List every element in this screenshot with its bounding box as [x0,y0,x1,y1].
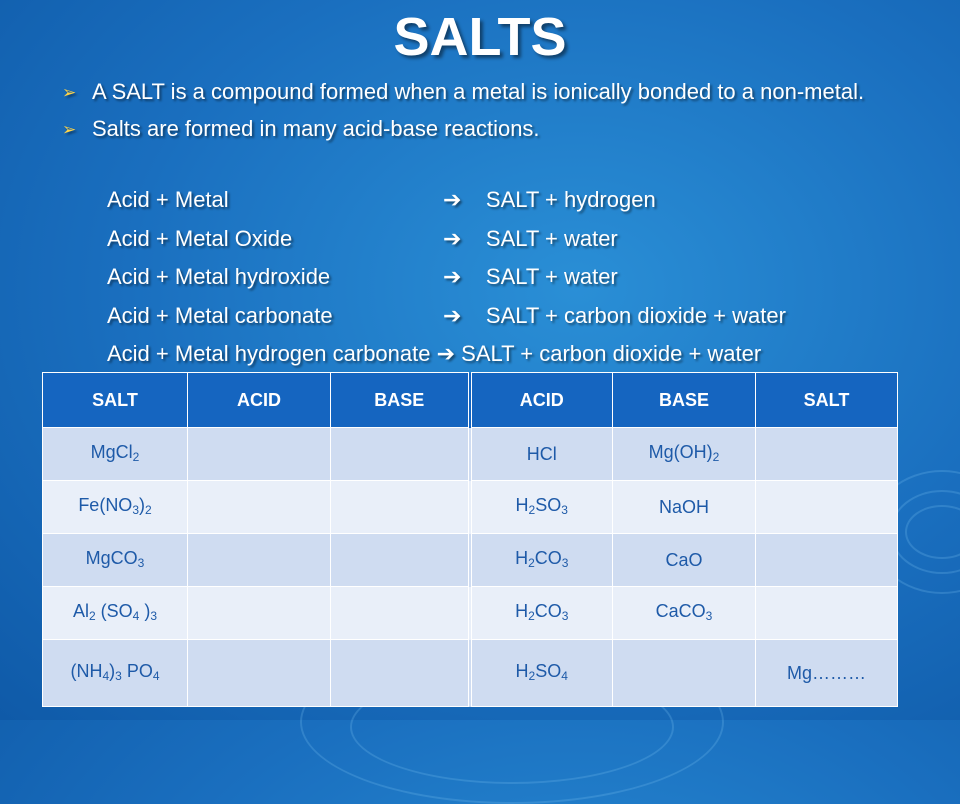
column-header-base: BASE [613,373,756,428]
reaction-line [107,340,937,368]
table-cell-base: CaO [613,534,756,587]
table-cell-base [331,534,470,587]
table-cell-acid: HCl [470,428,613,481]
bullet-list [62,78,942,152]
table-cell-base: $Mg(OH)_2$ [613,428,756,481]
reaction-line [107,186,937,214]
table-cell-salt: $(NH_4)_3$ $PO_4$ [43,640,188,707]
table-cell-base [331,481,470,534]
table-cell-salt [756,587,898,640]
table-cell-salt [756,428,898,481]
reaction-arrow-icon: ➔ [443,303,462,328]
table-cell-base [331,587,470,640]
reaction-rhs: SALT + carbon dioxide + water [461,341,762,366]
salts-table [42,372,898,707]
reaction-line [107,302,937,330]
table-cell-salt: MgCl$_2$ [43,428,188,481]
bullet-text: Salts are formed in many acid-base reactions. [92,116,540,141]
table-cell-salt: $Al_2$ ($SO_4$ )$_3$ [43,587,188,640]
table-cell-acid [188,640,331,707]
table-cell-acid: $H_2CO_3$ [470,534,613,587]
table-row [43,534,898,587]
table-cell-salt [756,534,898,587]
slide-title: SALTS [393,7,567,67]
reaction-arrow-icon: ➔ [443,187,462,212]
table-row [43,640,898,707]
table-cell-acid: $H_2CO_3$ [470,587,613,640]
bullet-item [62,78,942,107]
table-cell-salt: Mg……… [756,640,898,707]
reaction-lhs: Acid + Metal hydroxide [107,264,331,289]
bullet-arrow-icon: ➢ [62,83,77,102]
table-row [43,428,898,481]
column-header-acid: ACID [188,373,331,428]
reaction-lhs: Acid + Metal [107,187,229,212]
table-cell-salt: $Fe(NO_3)_2$ [43,481,188,534]
table-cell-base [331,640,470,707]
reaction-rhs: SALT + water [485,226,618,251]
bullet-text: A SALT is a compound formed when a metal is ionically bonded to a non-metal. [92,79,865,104]
table-cell-salt: MgCO$_3$ [43,534,188,587]
bullet-item [62,115,942,144]
column-header-base: BASE [331,373,470,428]
reaction-arrow-icon: ➔ [443,226,462,251]
reaction-line [107,263,937,291]
table-row [43,587,898,640]
table-cell-acid [188,587,331,640]
table-cell-base: NaOH [613,481,756,534]
column-header-salt: SALT [43,373,188,428]
reaction-arrow-icon: ➔ [443,264,462,289]
table-cell-salt [756,481,898,534]
reaction-line [107,225,937,253]
table-header-row [43,373,898,428]
reaction-arrow-icon: ➔ [436,341,456,366]
reaction-rhs: SALT + carbon dioxide + water [485,303,786,328]
column-header-salt: SALT [756,373,898,428]
table-cell-acid [188,481,331,534]
table-row [43,481,898,534]
table-cell-acid: $H_2SO_3$ [470,481,613,534]
table-cell-base: CaCO$_3$ [613,587,756,640]
table-cell-base [613,640,756,707]
column-header-acid: ACID [470,373,613,428]
bullet-arrow-icon: ➢ [62,120,77,139]
table-cell-acid: $H_2SO_4$ [470,640,613,707]
reaction-rhs: SALT + water [485,264,618,289]
reaction-rhs: SALT + hydrogen [485,187,656,212]
reaction-lhs: Acid + Metal hydrogen carbonate [107,341,431,366]
table-cell-acid [188,428,331,481]
reaction-lhs: Acid + Metal carbonate [107,303,333,328]
reaction-lhs: Acid + Metal Oxide [107,226,293,251]
table-cell-base [331,428,470,481]
table-cell-acid [188,534,331,587]
